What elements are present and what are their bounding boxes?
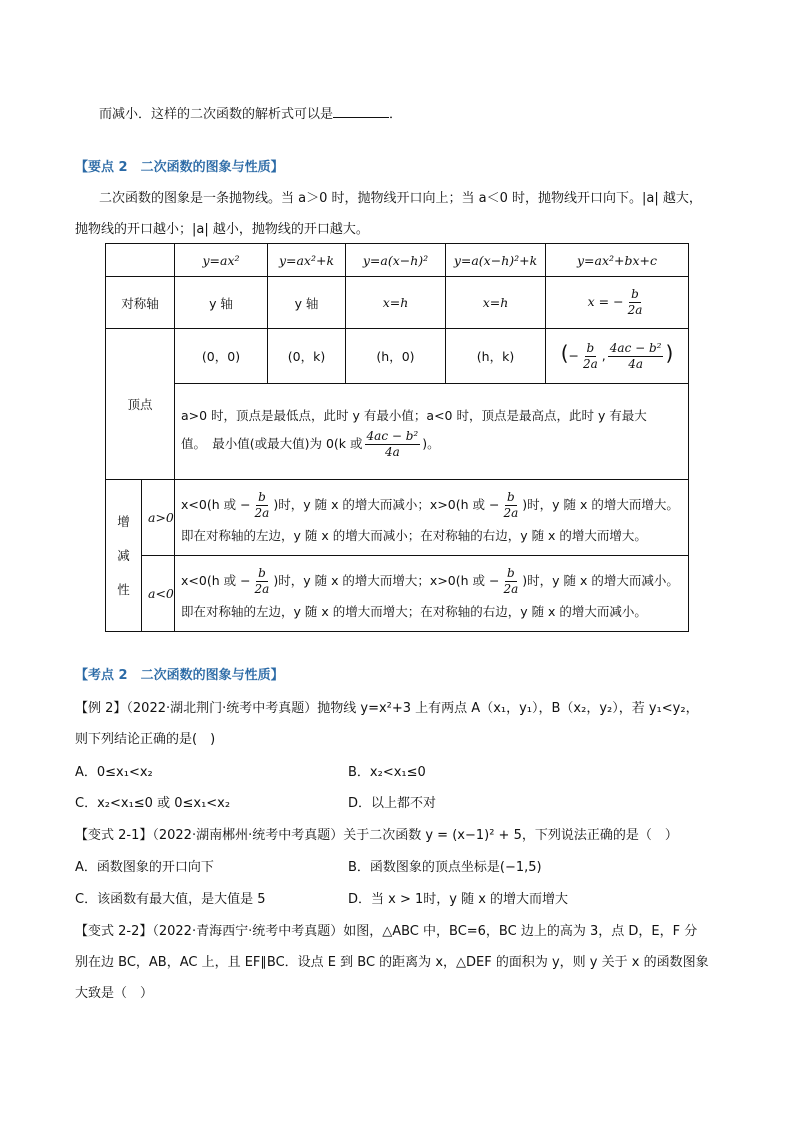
fraction: $\frac{b}{2a}$ xyxy=(503,489,519,520)
variant22-line-2: 别在边 BC，AB，AC 上，且 EF∥BC．设点 E 到 BC 的距离为 x，△DEF 的面积为 y，则 y 关于 x 的函数图象 xyxy=(75,955,709,970)
header-cell: y=ax²+k xyxy=(268,244,346,277)
a-positive-label: a>0 xyxy=(142,480,175,556)
example2-option-b[interactable]: B．x₂<x₁≤0 xyxy=(348,765,426,780)
vertex-cell: (0，0) xyxy=(175,329,268,384)
fraction: $\frac{b}{2a}$ xyxy=(254,489,270,520)
header-empty-cell xyxy=(106,244,175,277)
header-cell: y=a(x−h)² xyxy=(346,244,446,277)
fraction: $\frac{b}{2a}$ xyxy=(503,565,519,596)
vertex-row xyxy=(106,329,689,384)
vertex-cell: (h，k) xyxy=(446,329,546,384)
fraction: $\frac{\text{4ac − b²}}{4a}$ xyxy=(609,340,662,371)
header-cell: y=ax² xyxy=(175,244,268,277)
header-cell: y=ax²+bx+c xyxy=(546,244,689,277)
variant21-option-d[interactable]: D．当 x > 1时，y 随 x 的增大而增大 xyxy=(348,892,569,907)
monotonic-label: 增 减 性 xyxy=(106,480,142,632)
fraction: $\frac{\text{4ac − b²}}{4a}$ xyxy=(366,429,419,459)
properties-table xyxy=(105,243,689,632)
fraction: $\frac{b}{2a}$ xyxy=(627,287,643,317)
monotonic-neg-row xyxy=(106,556,689,632)
variant21-option-c[interactable]: C．该函数有最大值，是大值是 5 xyxy=(75,892,266,907)
axis-cell: y 轴 xyxy=(268,277,346,329)
example2-option-c[interactable]: C．x₂<x₁≤0 或 0≤x₁<x₂ xyxy=(75,796,231,811)
vertex-cell-general: (− $\frac{b}{2a}$ , $\frac{\text{4ac − b²}}{4a}$ ) xyxy=(546,329,689,384)
vertex-cell: (h，0) xyxy=(346,329,446,384)
example2-line-2: 则下列结论正确的是( ) xyxy=(75,732,216,747)
key-point-title: 【要点 2 二次函数的图象与性质】 xyxy=(75,160,284,175)
axis-cell: x=h xyxy=(346,277,446,329)
variant22-line-1: 【变式 2-2】（2022·青海西宁·统考中考真题）如图，△ABC 中，BC=6，BC 边上的高为 3，点 D，E，F 分 xyxy=(75,924,698,939)
variant22-line-3: 大致是（ ） xyxy=(75,986,154,1001)
a-negative-label: a<0 xyxy=(142,556,175,632)
fraction: $\frac{b}{2a}$ xyxy=(254,565,270,596)
vertex-cell: (0，k) xyxy=(268,329,346,384)
vertex-note-row xyxy=(106,384,689,480)
key-point-line-1: 二次函数的图象是一条抛物线。当 a＞0 时，抛物线开口向上；当 a＜0 时，抛物线开口向下。|a| 越大， xyxy=(99,191,702,206)
header-cell: y=a(x−h)²+k xyxy=(446,244,546,277)
vertex-note: a>0 时，顶点是最低点，此时 y 有最小值；a<0 时，顶点是最高点，此时 y 有最大 值。 最小值(或最大值)为 0(k 或 $\frac{\text{4ac − b²}}{4a}$ )。 xyxy=(175,384,689,480)
variant21-option-a[interactable]: A．函数图象的开口向下 xyxy=(75,860,214,875)
intro-line: 而减小．这样的二次函数的解析式可以是 ． xyxy=(99,107,403,122)
vertex-label: 顶点 xyxy=(106,329,175,480)
monotonic-pos-row xyxy=(106,480,689,556)
example2-option-d[interactable]: D．以上都不对 xyxy=(348,796,437,811)
axis-label: 对称轴 xyxy=(106,277,175,329)
answer-blank xyxy=(333,105,389,118)
example2-line-1: 【例 2】（2022·湖北荆门·统考中考真题）抛物线 y=x²+3 上有两点 A（x₁，y₁），B（x₂，y₂），若 y₁<y₂， xyxy=(75,701,699,716)
key-point-line-2: 抛物线的开口越小；|a| 越小，抛物线的开口越大。 xyxy=(75,222,369,237)
monotonic-pos-text: x<0(h 或 − $\frac{b}{2a}$ )时，y 随 x 的增大而减小；x>0(h 或 − $\frac{b}{2a}$ )时，y 随 x 的增大而增大。 即在对称轴的左边，y 随 x 的增大而减小；在对称轴的右边，y 随 x 的增大而增大。 xyxy=(175,480,689,556)
axis-cell: y 轴 xyxy=(175,277,268,329)
fraction: $\frac{b}{2a}$ xyxy=(583,340,598,371)
example2-option-a[interactable]: A．0≤x₁<x₂ xyxy=(75,765,153,780)
exam-point-title: 【考点 2 二次函数的图象与性质】 xyxy=(75,668,284,683)
axis-row xyxy=(106,277,689,329)
monotonic-neg-text: x<0(h 或 − $\frac{b}{2a}$ )时，y 随 x 的增大而增大；x>0(h 或 − $\frac{b}{2a}$ )时，y 随 x 的增大而减小。 即在对称轴的左边，y 随 x 的增大而增大；在对称轴的右边，y 随 x 的增大而减小。 xyxy=(175,556,689,632)
variant21-line-1: 【变式 2-1】（2022·湖南郴州·统考中考真题）关于二次函数 y = (x−1)² + 5，下列说法正确的是（ ） xyxy=(75,828,678,843)
table-header-row xyxy=(106,244,689,277)
axis-cell: x=h xyxy=(446,277,546,329)
variant21-option-b[interactable]: B．函数图象的顶点坐标是(−1,5) xyxy=(348,860,542,875)
axis-cell-general: x = − $\frac{b}{2a}$ xyxy=(546,277,689,329)
